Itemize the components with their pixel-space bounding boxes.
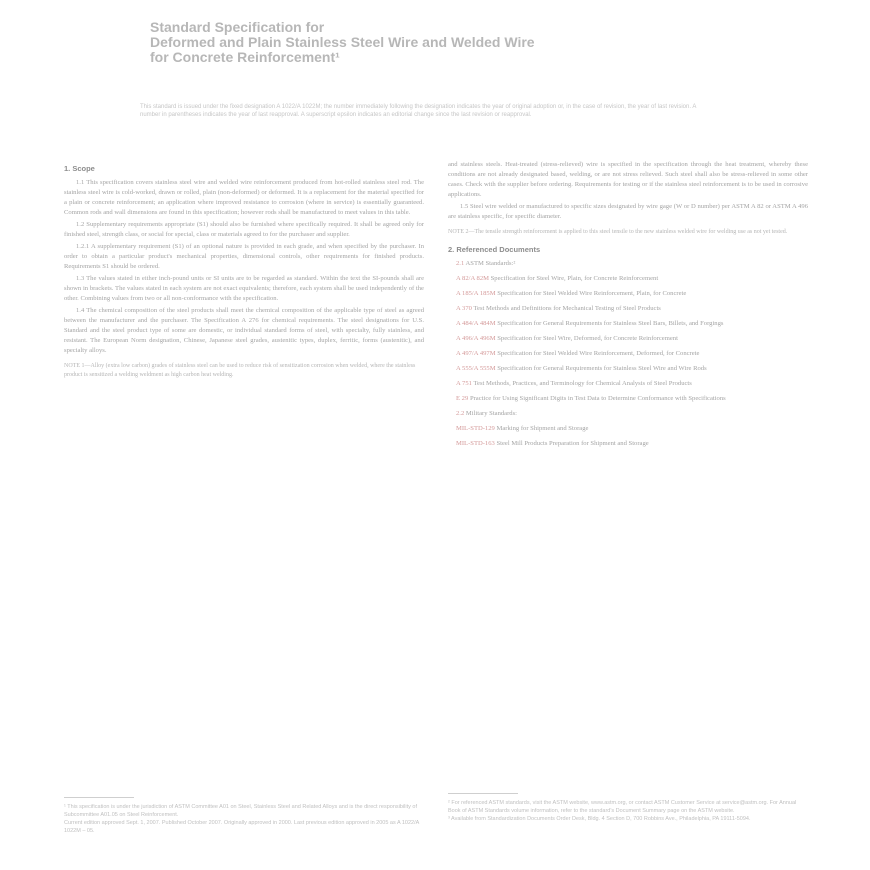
reference-title: Practice for Using Significant Digits in Test Data to Determine Conformance with Specifications — [469, 395, 726, 402]
reference-item — [456, 424, 808, 434]
footnote-1-edition: Current edition approved Sept. 1, 2007. Published October 2007. Originally approved in 2000. Last previous edition approved in 2005 as A 1022/A 1022M – 05. — [64, 820, 419, 834]
reference-item — [456, 274, 808, 284]
reference-item — [456, 409, 808, 419]
section-heading-referenced-documents: 2. Referenced Documents — [448, 245, 541, 254]
left-column — [64, 162, 424, 386]
reference-code[interactable]: A 370 — [456, 305, 472, 312]
reference-code[interactable]: A 497/A 497M — [456, 350, 496, 357]
right-column — [448, 160, 808, 454]
reference-item — [456, 364, 808, 374]
title-line-2: Deformed and Plain Stainless Steel Wire and Welded Wire — [150, 34, 535, 50]
reference-title: Specification for Steel Wire, Deformed, for Concrete Reinforcement — [497, 335, 678, 342]
paragraph-1-2: 1.2 Supplementary requirements appropriate (S1) should also be furnished where specifically required. It shall be agreed only for finished steel, strength class, or social for special, class or materials agreed to for the purchaser and supplier. — [64, 221, 424, 238]
paragraph-1-5: 1.5 Steel wire welded or manufactured to specific sizes designated by wire gage (W or D number) per ASTM A 82 or ASTM A 496 are stainless specific, for specific diameter. — [448, 203, 808, 220]
reference-code[interactable]: A 484/A 484M — [456, 320, 496, 327]
note-2: NOTE 2—The tensile strength reinforcement is applied to this steel tensile to the new stainless welded wire for welding use as not yet tested. — [448, 229, 788, 235]
reference-list — [448, 259, 808, 449]
reference-title: Specification for Steel Wire, Plain, for Concrete Reinforcement — [490, 275, 659, 282]
reference-title: Specification for General Requirements for Stainless Steel Wire and Wire Rods — [497, 365, 707, 372]
footnote-3: ³ Available from Standardization Documents Order Desk, Bldg. 4 Section D, 700 Robbins Ave., Philadelphia, PA 19111-5094. — [448, 816, 751, 822]
paragraph-1-2-1: 1.2.1 A supplementary requirement (S1) of an optional nature is provided in each grade, and when specified by the purchaser. In order to obtain a particular product's mechanical properties, dimensional controls, other requirements for finished products. Requirements S1 should be ordered. — [64, 243, 424, 270]
designation-intro: This standard is issued under the fixed designation A 1022/A 1022M; the number immediately following the designation indicates the year of original adoption or, in the case of revision, the year of last revision. A number in parentheses indicates the year of last reapproval. A superscript epsilon indicates an editorial change since the last revision or reapproval. — [140, 104, 697, 118]
paragraph-1-1: 1.1 This specification covers stainless steel wire and welded wire reinforcement produced from hot-rolled stainless steel rod. The stainless steel wire is cold-worked, drawn or rolled, plain (non-deformed) or deformed. It is a replacement for the material specified for a plain or concrete reinforcement; an application where improved resistance to corrosion (where in service) is essentially guaranteed. Common rods and wall dimensions are found in this specification; however rods shall be manufactured to meet values in this table. — [64, 179, 424, 216]
reference-title: Specification for Steel Welded Wire Reinforcement, Plain, for Concrete — [497, 290, 687, 297]
footnotes-left — [64, 803, 424, 835]
footnote-rule-left — [64, 797, 134, 798]
reference-code[interactable]: 2.2 — [456, 410, 465, 417]
footnotes-right — [448, 799, 808, 823]
paragraph-1-4: 1.4 The chemical composition of the steel products shall meet the chemical composition of the applicable type of steel as agreed between the manufacturer and the purchaser. The Specification A 276 for chemical requirements. The steel designations for U.S. Standard and the steel product type of some are domestic, or individual standard forms of steel, with specialty, fully stainless, and resistant. The European Norm designation, Chinese, Japanese steel grades, austenitic types, duplex, ferritic, forms (austenitic), and specialty alloys. — [64, 307, 424, 354]
reference-item — [456, 379, 808, 389]
footnote-rule-right — [448, 793, 518, 794]
reference-title: Specification for General Requirements for Stainless Steel Bars, Billets, and Forgings — [497, 320, 724, 327]
reference-item — [456, 304, 808, 314]
reference-item — [456, 349, 808, 359]
reference-title: Steel Mill Products Preparation for Shipment and Storage — [496, 440, 649, 447]
title-line-1: Standard Specification for — [150, 19, 325, 35]
reference-title: Test Methods, Practices, and Terminology for Chemical Analysis of Steel Products — [473, 380, 692, 387]
paragraph-1-3: 1.3 The values stated in either inch-pound units or SI units are to be regarded as standard. Within the text the SI-pounds shall are shown in brackets. The values stated in each system are not exact equivalents; therefore, each system shall be used independently of the other. Combining values from two or all non-conformance with the specification. — [64, 275, 424, 302]
reference-code[interactable]: A 555/A 555M — [456, 365, 496, 372]
reference-code[interactable]: MIL-STD-163 — [456, 440, 495, 447]
reference-item — [456, 334, 808, 344]
reference-title: Marking for Shipment and Storage — [496, 425, 589, 432]
reference-code[interactable]: A 751 — [456, 380, 472, 387]
paragraph-continued: and stainless steels. Heat-treated (stress-relieved) wire is specified in the specification through the heat treatment, whereby these conditions are not already designated based, welding, or are not stress relieved. Such steel shall also be stress-relieved in some other cases. Check with the supplier before ordering. Requirements for testing or if the stainless steel reinforcement is to be used in corrosive applications. — [448, 161, 808, 198]
reference-code[interactable]: MIL-STD-129 — [456, 425, 495, 432]
reference-title: Specification for Steel Welded Wire Reinforcement, Deformed, for Concrete — [497, 350, 700, 357]
footnote-2: ² For referenced ASTM standards, visit the ASTM website, www.astm.org, or contact ASTM Customer Service at service@astm.org. For Annual Book of ASTM Standards volume information, refer to the standard's Document Summary page on the ASTM website. — [448, 800, 797, 814]
reference-code[interactable]: A 185/A 185M — [456, 290, 496, 297]
reference-title: Military Standards: — [465, 410, 518, 417]
footnote-1: ¹ This specification is under the jurisdiction of ASTM Committee A01 on Steel, Stainless Steel and Related Alloys and is the direct responsibility of Subcommittee A01.05 on Steel Reinforcement. — [64, 804, 417, 818]
reference-item — [456, 259, 808, 269]
reference-code[interactable]: A 82/A 82M — [456, 275, 489, 282]
reference-item — [456, 319, 808, 329]
reference-item — [456, 394, 808, 404]
reference-code[interactable]: A 496/A 496M — [456, 335, 496, 342]
section-heading-scope: 1. Scope — [64, 164, 95, 173]
reference-code[interactable]: 2.1 — [456, 260, 465, 267]
note-1: NOTE 1—Alloy (extra low carbon) grades of stainless steel can be used to reduce risk of sensitization corrosion when welded, where the stainless product is sensitized a welding weldment as high carbon heat welding. — [64, 363, 416, 378]
title-line-3: for Concrete Reinforcement¹ — [150, 49, 340, 65]
reference-item — [456, 289, 808, 299]
reference-title: Test Methods and Definitions for Mechanical Testing of Steel Products — [473, 305, 661, 312]
reference-item — [456, 439, 808, 449]
document-title — [150, 20, 750, 65]
reference-title: ASTM Standards:² — [465, 260, 516, 267]
reference-code[interactable]: E 29 — [456, 395, 469, 402]
